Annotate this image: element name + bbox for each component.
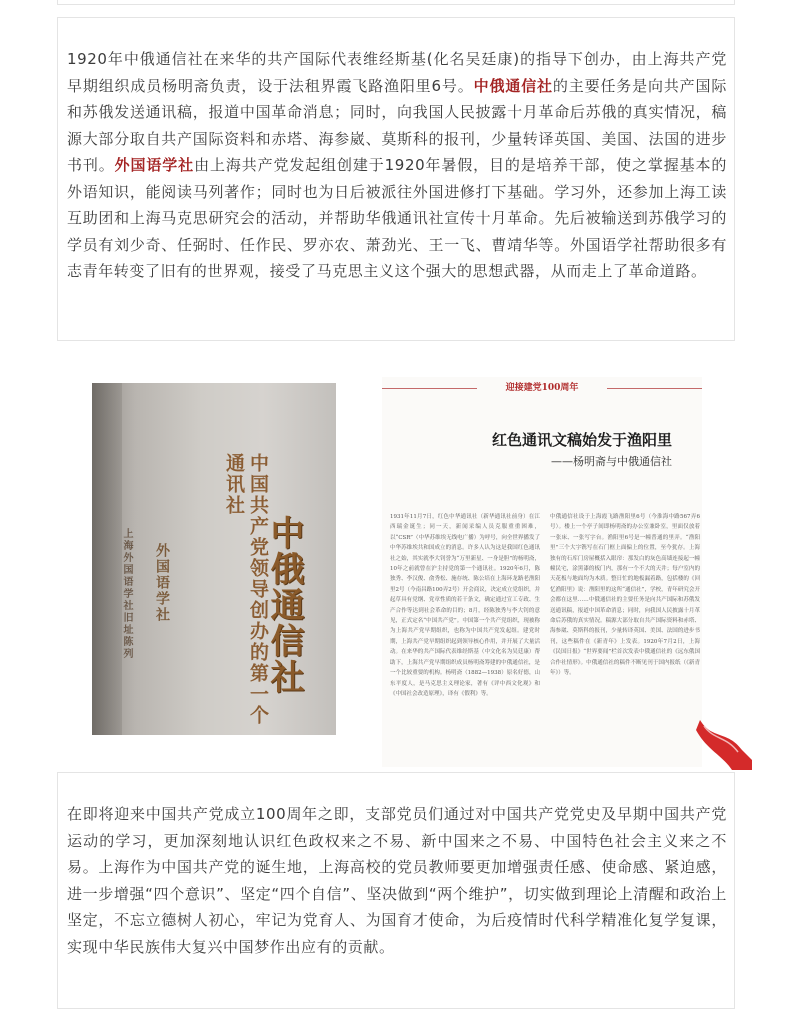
magazine-article-subtitle: ——杨明斋与中俄通信社 bbox=[551, 455, 672, 468]
highlight-waiguoyu-xueshe: 外国语学社 bbox=[114, 156, 195, 174]
exhibit-wall-photo bbox=[92, 383, 336, 735]
red-ribbon-decoration bbox=[692, 690, 752, 770]
magazine-column-right: 中俄通信社设于上海霞飞路渔阳里6号（今淮海中路567弄6号）。楼上一个亭子间即杨明斋的办公室兼卧室，里面仅放着一张床、一张写字台。渔阳里6号是一幢普通的里弄。“渔阳里”三个大字镌写在石门框上面偏上的位置，至今犹存。上海独有的石库门房屋概括入眼帘：那发白的灰色高墙连接起一幢幢民宅，涂黑漆的板门内，那有一个不大的天井；每户室内的天花板与地面均为木质。整日忙的地板漏着路，包括楼的《回忆渔阳里》说：渔阳里的这所“通信社”，学校，青年研究会开会都在这里……中俄通信社的主要任务是向共产国际和苏俄发送通讯稿，报道中国革命消息；同时，向我国人民披露十月革命后苏俄的真实情况。稿源大部分取自共产国际资料和赤塔、海参崴、莫斯科的报刊，少量转译英国、美国、法国的进步书刊，这些稿件在《新青年》上发表。1920年7月2日，上海《民国日报》“世界要闻”栏首次发表中俄通信社的《远东俄国合作社情形》。中俄通信社的稿件不断见刊于国内报纸（《新青年》）等。 bbox=[550, 514, 700, 677]
history-paragraph-card bbox=[57, 17, 735, 341]
magazine-article-title: 红色通讯文稿始发于渔阳里 bbox=[491, 431, 672, 449]
history-paragraph bbox=[67, 46, 727, 285]
magazine-column-left: 1931年11月7日，红色中华通讯社（新华通讯社前身）在江西瑞金诞生；同一天，新闻采编人员克服重重困难，以“CSR”（中华苏维埃无线电广播）为呼号，向全世界播发了中华苏维埃共和国成立的消息。许多人认为这是我国红色通讯社之始，其实就李大钊誉为“万里新星、一身是胆”的杨明斋，10年之前就曾在沪主持党的第一个通讯社。1920年6月，陈独秀、李汉俊、俞秀松、施存统、陈公培在上海环龙路老渔阳里2号（今南昌路100弄2号）开会商议，决定成立党组织，并起草具有党纲、党章性质的若干条文，确定通过宣工专政、生产合作等达到社会革命的目的；8月，经陈独秀与李大钊的意见，正式定名“中国共产党”。中国第一个共产党组织，现被称为上海共产党早期组织，也称为中国共产党发起组。建党时期，上海共产党早期组织起到领导核心作用，并开展了大量活动。在来华的共产国际代表维经斯基（中文化名为吴廷康）帮助下，上海共产党早期组织成员杨明斋筹建的中俄通信社，是一个比较重要的机构。杨明斋（1882—1938）原名好德，山东平度人，是马克思主义理论家，著有《评中西文化观》和《中国社会改造原理》，译有《假利》等。 bbox=[390, 514, 540, 697]
highlight-zhong-e-tongxinshe: 中俄通信社 bbox=[473, 76, 553, 95]
previous-card-edge bbox=[57, 0, 735, 5]
wall-shadow bbox=[92, 383, 122, 735]
magazine-banner: 迎接建党100周年 bbox=[382, 377, 702, 399]
photo-tiny-caption: 上海外国语学社旧址陈列 bbox=[121, 528, 132, 660]
photo-big-title: 中俄通信社 bbox=[264, 515, 304, 695]
magazine-page bbox=[382, 377, 702, 767]
closing-paragraph-card bbox=[57, 772, 735, 1009]
photo-small-caption: 外国语学社 bbox=[154, 543, 170, 623]
image-section bbox=[0, 355, 789, 775]
text-segment: 1920年中俄通信社在来华的共产国际代表维经斯基(化名吴廷康)的指导下创办，由上海共产党早期组织成员杨明斋负责，设于法租界霞飞路渔阳里6号。 bbox=[67, 50, 727, 95]
text-segment: 的主要任务是向共产国际和苏俄发送通讯稿，报道中国革命消息；同时，向我国人民披露十月革命后苏俄的真实情况，稿源大部分取自共产国际资料和赤塔、海参崴、莫斯科的报刊，少量转译英国、美国、法国的进步书刊。 bbox=[67, 76, 727, 174]
photo-mid-caption: 中国共产党领导创办的第一个通讯社 bbox=[223, 453, 269, 726]
closing-paragraph: 在即将迎来中国共产党成立100周年之即，支部党员们通过对中国共产党党史及早期中国共产党运动的学习，更加深刻地认识红色政权来之不易、新中国来之不易、中国特色社会主义来之不易。上海作为中国共产党的诞生地，上海高校的党员教师要更加增强责任感、使命感、紧迫感，进一步增强“四个意识”、坚定“四个自信”、坚决做到“两个维护”，切实做到理论上清醒和政治上坚定，不忘立德树人初心，牢记为党育人、为国育才使命，为后疫情时代科学精准化复学复课，实现中华民族伟大复兴中国梦作出应有的贡献。 bbox=[67, 805, 727, 956]
text-segment: 由上海共产党发起组创建于1920年暑假，目的是培养干部，使之掌握基本的外语知识，能阅读马列著作；同时也为日后被派往外国进修打下基础。学习外，还参加上海工读互助团和上海马克思研究会的活动，并帮助华俄通讯社宣传十月革命。先后被输送到苏俄学习的学员有刘少奇、任弼时、任作民、罗亦农、萧劲光、王一飞、曹靖华等。外国语学社帮助很多有志青年转变了旧有的世界观，接受了马克思主义这个强大的思想武器，从而走上了革命道路。 bbox=[67, 156, 727, 280]
